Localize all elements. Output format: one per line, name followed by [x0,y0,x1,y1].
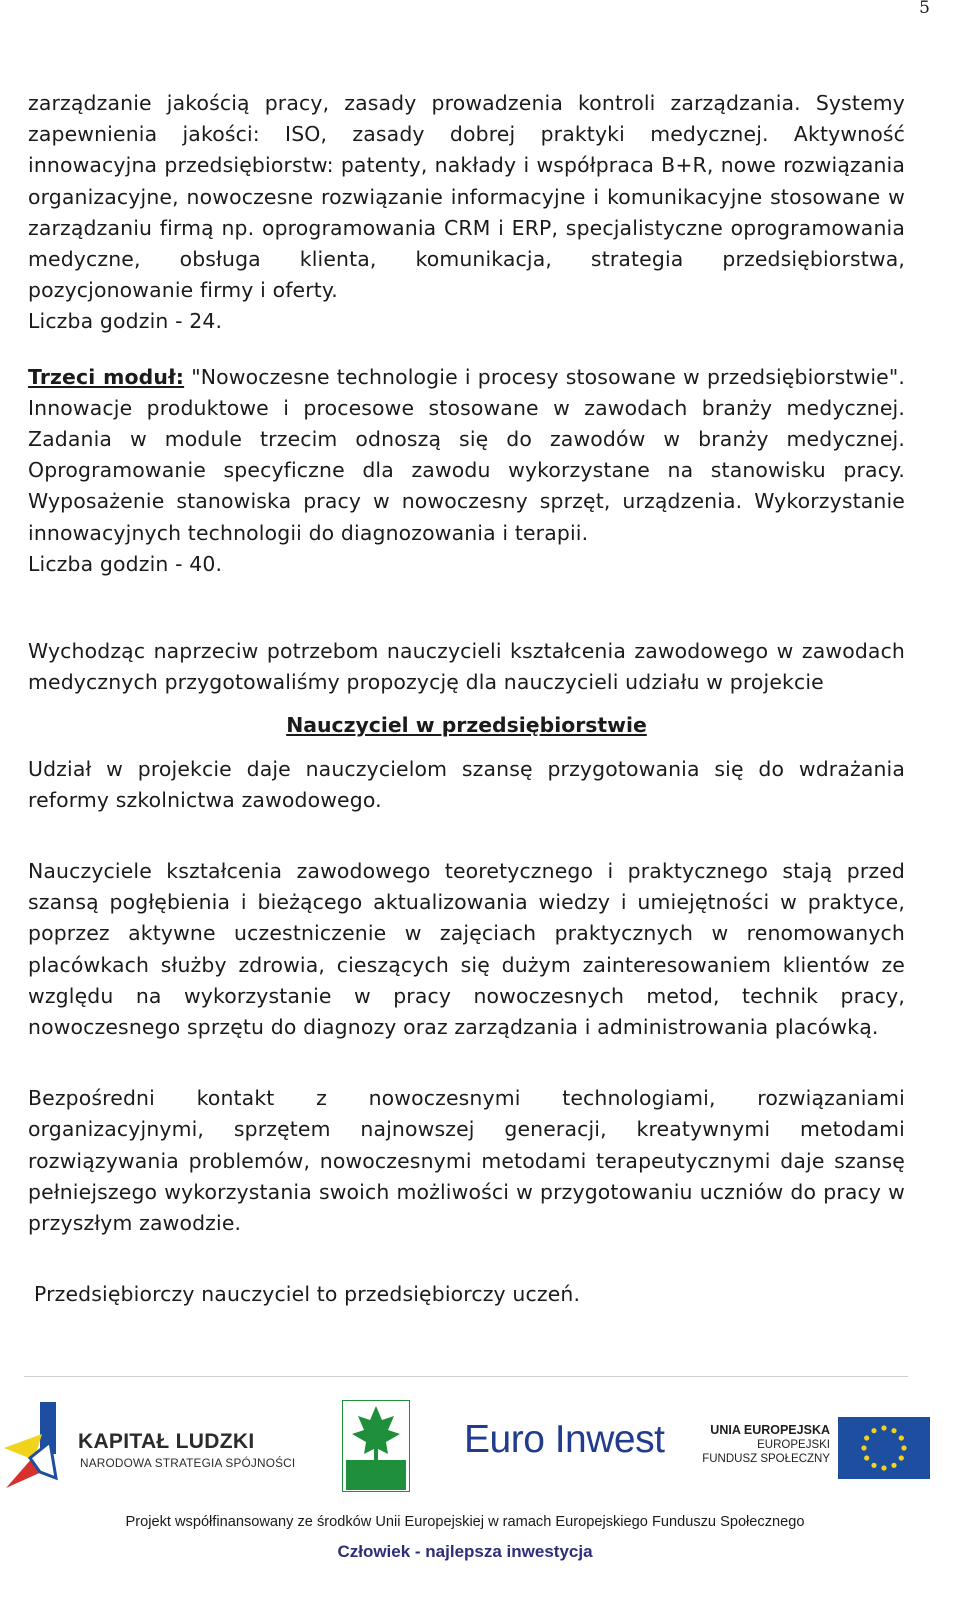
motto: Człowiek - najlepsza inwestycja [337,1542,593,1561]
eu-star [864,1435,869,1440]
eu-line2: EUROPEJSKI [757,1439,830,1451]
module2-hours: Liczba godzin - 24. [28,309,223,334]
lao-logo [342,1400,410,1492]
eu-line1: UNIA EUROPEJSKA [710,1423,830,1437]
paragraph-teachers: Nauczyciele kształcenia zawodowego teoretycznego i praktycznego stają przed szansą pogłębienia i bieżącego aktualizowania wiedzy i umiejętności w praktyce, poprzez aktywne uczestniczenie w zajęciach praktycznych w renomowanych placówkach służby zdrowia, cieszących się dużym zainteresowaniem klientów ze względu na wykorzystanie w pracy nowoczesnych metod, technik pracy, nowoczesnego sprzętu do diagnozy oraz zarządzania i administrowania placówką. [28,859,905,1040]
eu-star [891,1428,896,1433]
document-body [28,88,905,1311]
eu-star [871,1463,876,1468]
module3-title: "Nowoczesne technologie i procesy stosowane w przedsiębiorstwie". [184,364,905,389]
kapital-ludzki-logo [0,1390,300,1500]
kapital-ludzki-star-icon [0,1398,70,1498]
euro-inwest-logo: Euro Inwest [464,1418,665,1461]
eu-star [864,1455,869,1460]
project-title: Nauczyciel w przedsiębiorstwie [286,713,647,738]
module3-text: Innowacje produktowe i procesowe stosowane w zawodach branży medycznej. Zadania w module trzecim odnoszą się do zawodów w branży medycznej. Oprogramowanie specyficzne dla zawodu wykorzystane na stanowisku pracy. Wyposażenie stanowiska pracy w nowoczesny sprzęt, urządzenia. Wykorzystanie innowacyjnych technologii do diagnozowania i terapii. [28,395,905,545]
footer-divider [24,1376,908,1377]
lao-leaf-icon [342,1400,410,1492]
footer [0,1390,960,1612]
eu-star [899,1435,904,1440]
eu-line3: FUNDUSZ SPOŁECZNY [702,1453,830,1465]
eu-star [901,1445,906,1450]
cofinanced-note: Projekt współfinansowany ze środków Unii Europejskiej w ramach Europejskiego Funduszu Społecznego [125,1514,805,1530]
kapital-ludzki-subtitle: NARODOWA STRATEGIA SPÓJNOŚCI [80,1456,296,1470]
eu-star [871,1428,876,1433]
eu-star [881,1425,886,1430]
kapital-ludzki-title: KAPITAŁ LUDZKI [78,1430,255,1453]
eu-fund-text [700,1423,830,1466]
paragraph-contact: Bezpośredni kontakt z nowoczesnymi technologiami, rozwiązaniami organizacyjnymi, sprzętem najnowszej generacji, kreatywnymi metodami rozwiązywania problemów, nowoczesnymi metodami terapeutycznymi daje szansę pełniejszego wykorzystania swoich możliwości w przygotowaniu uczniów do pracy w przyszłym zawodzie. [28,1086,905,1236]
eu-star [861,1445,866,1450]
module2-paragraph: zarządzanie jakością pracy, zasady prowadzenia kontroli zarządzania. Systemy zapewnienia jakości: ISO, zasady dobrej praktyki medycznej. Aktywność innowacyjna przedsiębiorstw: patenty, nakłady i współpraca B+R, nowe rozwiązania organizacyjne, nowoczesne rozwiązanie informacyjne i komunikacyjne stosowane w zarządzaniu firmą np. oprogramowania CRM i ERP, specjalistyczne oprogramowania medyczne, obsługa klienta, komunikacja, strategia przedsiębiorstwa, pozycjonowanie firmy i oferty. [28,91,905,303]
eu-star [899,1455,904,1460]
intro-paragraph: Wychodząc naprzeciw potrzebom nauczycieli kształcenia zawodowego w zawodach medycznych przygotowaliśmy propozycję dla nauczycieli udziału w projekcie [28,639,905,695]
eu-flag-icon [838,1417,930,1479]
paragraph-reform: Udział w projekcie daje nauczycielom szansę przygotowania się do wdrażania reformy szkolnictwa zawodowego. [28,756,905,812]
eu-star [881,1465,886,1470]
module3-hours: Liczba godzin - 40. [28,551,223,576]
module3-paragraph [28,362,905,549]
eu-star [891,1463,896,1468]
page-number: 5 [919,0,930,18]
module3-label: Trzeci moduł: [28,364,185,389]
slogan: Przedsiębiorczy nauczyciel to przedsiębiorczy uczeń. [34,1282,581,1307]
